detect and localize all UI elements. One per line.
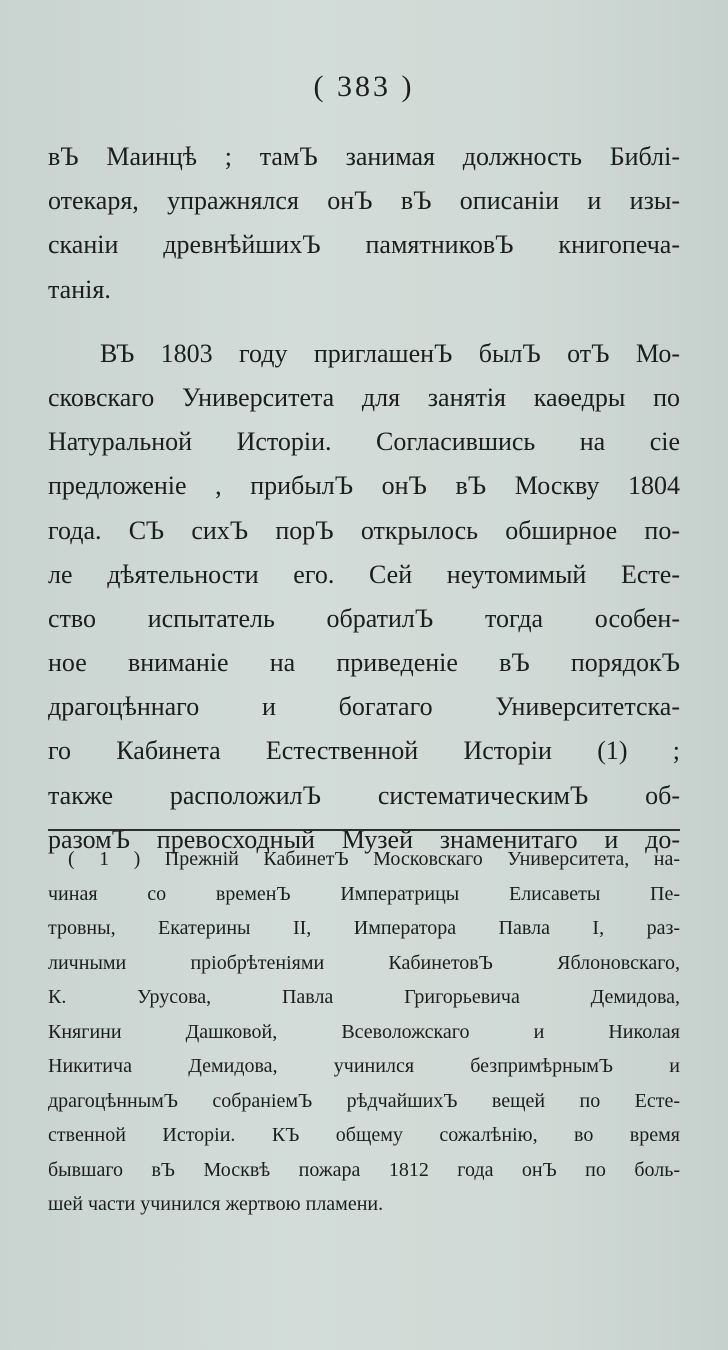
text-line: ВЪ 1803 году приглашенЪ былЪ отЪ Мо- [100, 338, 680, 368]
text-line: предложеніе , прибылЪ онЪ вЪ Москву 1804 [48, 471, 680, 501]
footnote-line: К. Урусова, Павла Григорьевича Демидова, [48, 986, 680, 1008]
footnote-line: Княгини Дашковой, Всеволожскаго и Николая [48, 1020, 680, 1043]
text-line: также расположилЪ систематическимЪ об- [48, 780, 680, 810]
text-line: драгоцѣннаго и богатаго Университетска- [48, 692, 680, 722]
text-line: ство испытатель обратилЪ тогда особен- [48, 603, 680, 633]
page-number: ( 383 ) [313, 70, 415, 103]
text-line: отекаря, упражнялся онЪ вЪ описаніи и изы- [48, 186, 680, 216]
footnote [48, 842, 680, 1222]
footnote-line: ственной Исторіи. КЪ общему сожалѣнію, во время [48, 1124, 680, 1146]
text-line: Натуральной Исторіи. Согласившись на сіе [48, 427, 680, 457]
text-line: го Кабинета Естественной Исторіи (1) ; [48, 736, 680, 766]
text-line: сканіи древнѣйшихЪ памятниковЪ книгопеча- [48, 230, 680, 260]
text-line: сковскаго Университета для занятія каѳедры по [48, 382, 680, 412]
footnote-line: чиная со временЪ Императрицы Елисаветы Пе- [48, 882, 680, 905]
text-line: вЪ Маинцѣ ; тамЪ занимая должность Библі- [48, 142, 680, 171]
footnote-line: ( 1 ) Прежній КабинетЪ Московскаго Университета, на- [68, 848, 680, 870]
paragraph-gap [48, 312, 680, 332]
footnote-line: шей части учинился жертвою пламени. [48, 1193, 384, 1215]
footnote-line: драгоцѣннымЪ собраніемЪ рѣдчайшихЪ вещей по Есте- [48, 1089, 680, 1112]
footnote-line: бывшаго вЪ Москвѣ пожара 1812 года онЪ по боль- [48, 1158, 680, 1181]
text-line: ле дѣятельности его. Сей неутомимый Есте- [48, 559, 680, 589]
text-line: ное вниманіе на приведеніе вЪ порядокЪ [48, 648, 680, 678]
text-line: года. СЪ сихЪ порЪ открылось обширное по- [48, 515, 680, 545]
footnote-line: Никитича Демидова, учинился безпримѣрнымЪ и [48, 1055, 680, 1077]
footnote-line: тровны, Екатерины II, Императора Павла I, раз- [48, 917, 680, 939]
footnote-line: личными пріобрѣтеніями КабинетовЪ Яблоновскаго, [48, 951, 680, 974]
main-text [48, 135, 680, 862]
footnote-divider [48, 829, 680, 831]
text-line: разомЪ превосходный Музей знаменитаго и до- [48, 824, 680, 854]
text-line: танія. [48, 274, 111, 304]
